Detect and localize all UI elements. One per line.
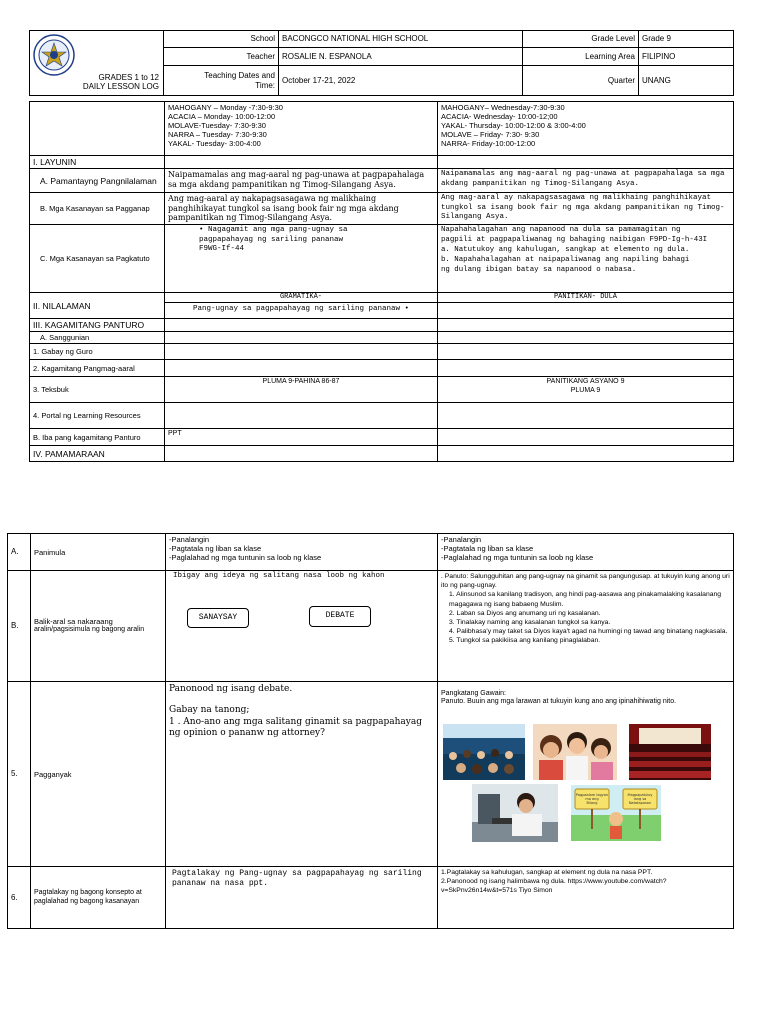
six-num: 6. bbox=[8, 867, 31, 929]
a-right: -Panalangin -Pagtatala ng liban sa klase -Paglalahad ng mga tuntunin sa loob ng klase bbox=[438, 534, 734, 571]
six-right: 1.Pagtalakay sa kahulugan, sangkap at element ng dula na nasa PPT. 2.Panonood ng isang halimbawa ng dula. https://www.youtube.com/watch?v=SkPnv26n14w&t=571s Tiyo Simon bbox=[438, 867, 734, 929]
section-nilalaman: II. NILALAMAN bbox=[30, 293, 165, 319]
grade-level-value: Grade 9 bbox=[639, 31, 734, 48]
pagkatuto-left: • Nagagamit ang mga pang-ugnay sa pagpapahayag ng sariling pananaw F9WG-If-44 bbox=[165, 225, 438, 293]
iba-left: PPT bbox=[165, 429, 438, 446]
nilalaman-right bbox=[438, 293, 734, 319]
svg-text:Bilang: Bilang bbox=[586, 801, 598, 805]
school-value: BACONGCO NATIONAL HIGH SCHOOL bbox=[279, 31, 523, 48]
debate-box: DEBATE bbox=[309, 606, 371, 627]
label-sanggunian: A. Sanggunian bbox=[30, 332, 165, 344]
svg-text:lang sa: lang sa bbox=[633, 797, 647, 801]
title-grades: GRADES 1 to 12 bbox=[98, 72, 159, 82]
title-cell bbox=[30, 31, 164, 96]
teksbuk-left: PLUMA 9-PAHINA 86-87 bbox=[165, 377, 438, 403]
pagganap-left: Ang mag-aaral ay nakapagsasagawa ng malikhaing panghihikayat tungkol sa isang book fair ng mga akdang pampanitikan ng Timog-Silangang Asya. bbox=[165, 193, 438, 225]
teksbuk-right: PANITIKANG ASYANO 9 PLUMA 9 bbox=[438, 377, 734, 403]
label-pagkatuto: C. Mga Kasanayan sa Pagkatuto bbox=[30, 225, 165, 293]
label-gabay: 1. Gabay ng Guro bbox=[30, 344, 165, 360]
b-label: Balik-aral sa nakaraang aralin/pagsisimula ng bagong aralin bbox=[31, 571, 166, 682]
six-label: Pagtalakay ng bagong konsepto at paglalahad ng bagong kasanayan bbox=[31, 867, 166, 929]
svg-text:Pagpaalam lagyan: Pagpaalam lagyan bbox=[575, 793, 609, 797]
lesson-table bbox=[29, 101, 734, 462]
learning-area-value: FILIPINO bbox=[639, 48, 734, 66]
schedule-right: MAHOGANY– Wednesday-7:30-9:30 ACACIA- Wednesday- 10:00-12;00 YAKAL- Thursday- 10:00-12:00 & 3:00-4:00 MOLAVE – Friday- 7:30- 9:30 NARRA- Friday-10:00-12:00 bbox=[438, 102, 734, 156]
panitikan-heading: PANITIKAN- DULA bbox=[438, 293, 733, 303]
five-right: Pangkatang Gawain: Panuto. Buuin ang mga larawan at tukuyin kung ano ang ipinahihiwatig nito. bbox=[438, 682, 734, 867]
schedule-row bbox=[30, 102, 734, 156]
nilalaman-left bbox=[165, 293, 438, 319]
procedure-table bbox=[7, 533, 734, 929]
sanaysay-box: SANAYSAY bbox=[187, 608, 249, 628]
pamantayang-right: Naipamamalas ang mag-aaral ng pag-unawa at pagpapahalaga sa mga akdang pampanitikan ng Timog-Silangang Asya. bbox=[438, 169, 734, 193]
theater-photo bbox=[629, 724, 711, 780]
signs-illustration bbox=[571, 785, 661, 841]
dates-label: Teaching Dates and Time: bbox=[164, 66, 279, 96]
quarter-label: Quarter bbox=[523, 66, 639, 96]
pagganap-right: Ang mag-aaral ay nakapagsasagawa ng malikhaing panghihikayat tungkol sa isang book fair ng mga akdang pampanitikan ng Timog-Silangang Asya. bbox=[438, 193, 734, 225]
label-kagamitang-mag: 2. Kagamitang Pangmag-aaral bbox=[30, 360, 165, 377]
pagkatuto-right: Napahahalagahan ang napanood na dula sa pamamagitan ng pagpili at pagpapaliwanag ng bahaging naibigan F9PD-Ig-h-43I a. Natutukoy ang kahulugan, sangkap at elemento ng dula. b. Napahahalagahan at naipapaliwanag ang napiling bahagi ng dulang ibigan batay sa napanood o nabasa. bbox=[438, 225, 734, 293]
svg-text:Natataposan: Natataposan bbox=[628, 801, 652, 805]
five-num: 5. bbox=[8, 682, 31, 867]
quarter-value: UNANG bbox=[639, 66, 734, 96]
gramatika-heading: GRAMATIKA- bbox=[165, 293, 437, 303]
grade-level-label: Grade Level bbox=[523, 31, 639, 48]
header-table bbox=[29, 30, 734, 96]
svg-text:mo ang: mo ang bbox=[585, 797, 599, 801]
section-layunin: I. LAYUNIN bbox=[30, 156, 165, 169]
school-label: School bbox=[164, 31, 279, 48]
five-left: Panonood ng isang debate. Gabay na tanong; 1 . Ano-ano ang mga salitang ginamit sa pagpapahayag ng opinion o pananw ng attorney? bbox=[166, 682, 438, 867]
five-label: Pagganyak bbox=[31, 682, 166, 867]
label-pamantayang: A. Pamantayng Pangnilalaman bbox=[30, 169, 165, 193]
a-label: Panimula bbox=[31, 534, 166, 571]
teacher-value: ROSALIE N. ESPANOLA bbox=[279, 48, 523, 66]
schedule-left: MAHOGANY – Monday -7:30-9:30 ACACIA – Monday- 10:00-12:00 MOLAVE-Tuesday- 7:30-9:30 NARRA – Tuesday- 7:30-9:30 YAKAL- Tuesday- 3:00-4:00 bbox=[165, 102, 438, 156]
pamantayang-left: Naipamamalas ang mag-aaral ng pag-unawa at pagpapahalaga sa mga akdang pampanitikan ng Timog-Silangang Asya. bbox=[165, 169, 438, 193]
label-pagganap: B. Mga Kasanayan sa Pagganap bbox=[30, 193, 165, 225]
audience-photo bbox=[443, 724, 525, 780]
label-portal: 4. Portal ng Learning Resources bbox=[30, 403, 165, 429]
b-right: . Panuto: Salungguhitan ang pang-ugnay na ginamit sa pangungusap. at tukuyin kung anong uri ito ng pang-ugnay. 1. Alinsunod sa kanilang tradisyon, ang hindi pag-aasawa ang pinakamalaking kasalanang magagawa ng isang babaeng Muslim. 2. Laban sa Diyos ang anumang uri ng kasalanan. 3. Tinalakay naming ang kasalanan tungkol sa kanya. 4. Palibhasa'y may taket sa Diyos kaya't agad na humingi ng tawad ang binatang nagkasala. 5. Tungkol sa pakikiisa ang kanilang pinaglalaban. bbox=[438, 571, 734, 682]
six-left: Pagtalakay ng Pang-ugnay sa pagpapahayag ng sariling pananaw na nasa ppt. bbox=[166, 867, 438, 929]
section-pamamaraan: IV. PAMAMARAAN bbox=[30, 446, 165, 462]
b-num: B. bbox=[8, 571, 31, 682]
label-teksbuk: 3. Teksbuk bbox=[30, 377, 165, 403]
teacher-label: Teacher bbox=[164, 48, 279, 66]
a-left: -Panalangin -Pagtatala ng liban sa klase -Paglalahad ng mga tuntunin sa loob ng klase bbox=[166, 534, 438, 571]
studying-photo bbox=[472, 784, 558, 842]
dates-value: October 17-21, 2022 bbox=[279, 66, 523, 96]
svg-text:Magpapatuloy: Magpapatuloy bbox=[627, 793, 653, 797]
title-dll: DAILY LESSON LOG bbox=[82, 82, 159, 92]
label-iba: B. Iba pang kagamitang Panturo bbox=[30, 429, 165, 446]
nilalaman-topic: Pang-ugnay sa pagpapahayag ng sariling pananaw • bbox=[192, 304, 410, 313]
b-left: Ibigay ang ideya ng salitang nasa loob ng kahon bbox=[166, 571, 438, 682]
a-num: A. bbox=[8, 534, 31, 571]
section-kagamitan: III. KAGAMITANG PANTURO bbox=[30, 319, 165, 332]
learning-area-label: Learning Area bbox=[523, 48, 639, 66]
friends-photo bbox=[533, 724, 617, 780]
